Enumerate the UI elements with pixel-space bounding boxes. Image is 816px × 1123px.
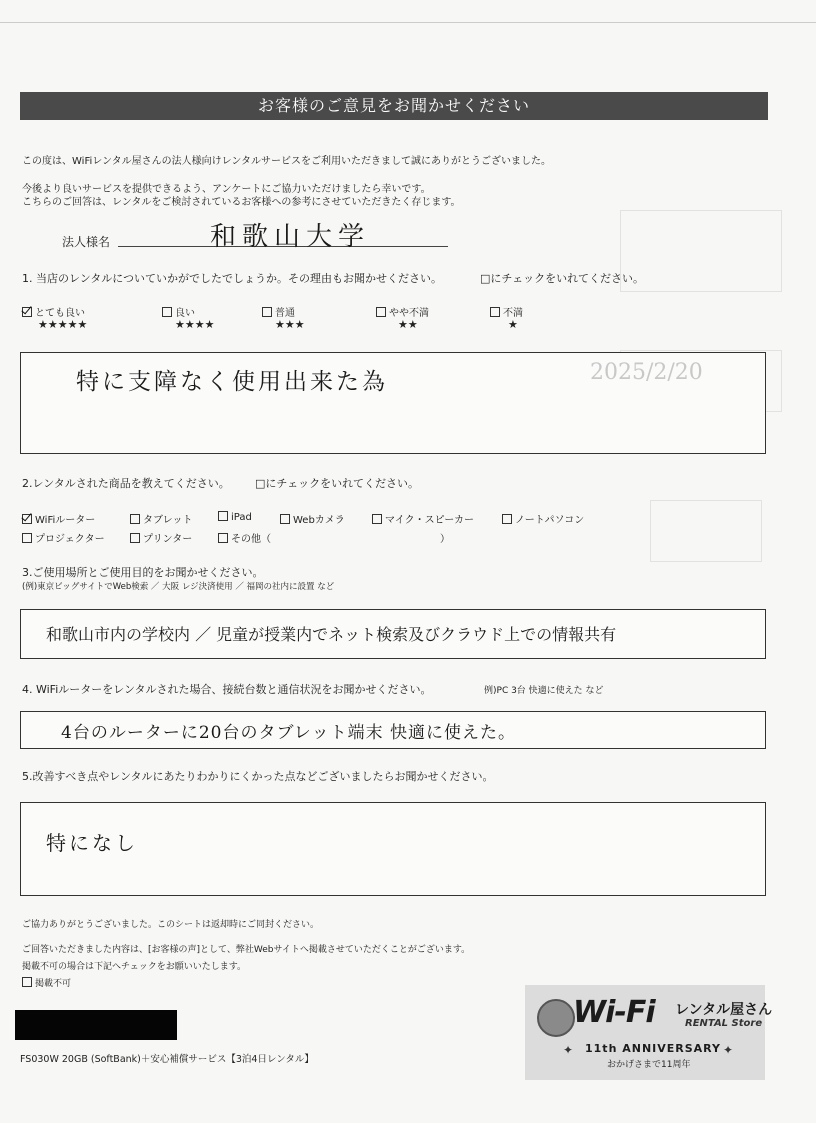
no-publish-option[interactable] — [22, 976, 71, 989]
product-info: FS030W 20GB (SoftBank)＋安心補償サービス【3泊4日レンタル】 — [20, 1054, 314, 1065]
q4-question: 4. WiFiルーターをレンタルされた場合、接続台数と通信状況をお聞かせください。 — [22, 683, 432, 696]
q1-answer-text: 特に支障なく使用出来た為 — [76, 369, 388, 395]
logo-sub: RENTAL Store — [685, 1018, 763, 1029]
footer-thanks: ご協力ありがとうございました。このシートは返却時にご同封ください。 — [22, 920, 320, 930]
q1-stars-5: ★★★★★ — [38, 318, 88, 331]
checkbox-checked-icon[interactable] — [22, 307, 32, 317]
q5-answer-box[interactable] — [20, 802, 766, 896]
q2-question: 2.レンタルされた商品を教えてください。 — [22, 477, 230, 490]
q3-answer-box[interactable] — [20, 609, 766, 659]
q1-option-dissatisfied[interactable] — [490, 304, 523, 319]
q2-option-laptop[interactable] — [502, 511, 584, 526]
q1-question: 1. 当店のレンタルについていかがでしたでしょうか。その理由もお聞かせください。 — [22, 272, 443, 285]
intro-line-2: 今後より良いサービスを提供できるよう、アンケートにご協力いただけましたら幸いです。 — [22, 184, 431, 195]
checkbox-icon[interactable] — [130, 514, 140, 524]
checkbox-icon[interactable] — [490, 307, 500, 317]
q3-answer-text: 和歌山市内の学校内 ／ 児童が授業内でネット検索及びクラウド上での情報共有 — [46, 625, 617, 644]
logo-brand: Wi-Fi — [573, 995, 655, 1030]
checkbox-icon[interactable] — [262, 307, 272, 317]
q2-option-label: WiFiルーター — [35, 515, 96, 526]
q2-option-tablet[interactable] — [130, 511, 193, 526]
q1-stars-4: ★★★★ — [175, 318, 215, 331]
q2-option-label: その他（ — [231, 534, 271, 545]
q4-answer-box[interactable] — [20, 711, 766, 749]
logo-thanks: おかげさまで11周年 — [607, 1060, 691, 1070]
bleed-box — [620, 210, 782, 292]
q2-option-projector[interactable] — [22, 530, 105, 545]
checkbox-icon[interactable] — [162, 307, 172, 317]
footer-publish-line-2: 掲載不可の場合は下記へチェックをお願いいたします。 — [22, 962, 247, 972]
q1-option-label: 良い — [175, 308, 195, 319]
q2-option-label: ノートパソコン — [515, 515, 585, 526]
q2-option-label: マイク・スピーカー — [385, 515, 474, 526]
sparkle-icon: ✦ — [563, 1043, 574, 1057]
top-rule — [0, 22, 816, 23]
footer-publish-line-1: ご回答いただきました内容は、[お客様の声]として、弊社Webサイトへ掲載させていただくことがございます。 — [22, 945, 471, 955]
page-title: お客様のご意見をお聞かせください — [20, 92, 768, 120]
checkbox-icon[interactable] — [376, 307, 386, 317]
q2-option-label: タブレット — [143, 515, 193, 526]
q1-option-label: とても良い — [35, 308, 85, 319]
checkbox-icon[interactable] — [130, 533, 140, 543]
q2-option-ipad[interactable] — [218, 511, 252, 523]
checkbox-icon[interactable] — [218, 511, 228, 521]
redacted-block — [15, 1010, 177, 1040]
q2-option-wifi-router[interactable] — [22, 511, 95, 526]
intro-line-3: こちらのご回答は、レンタルをご検討されているお客様への参考にさせていただきたく存じます。 — [22, 197, 461, 208]
q1-option-good[interactable] — [162, 304, 195, 319]
logo-anniversary: 11th ANNIVERSARY — [585, 1042, 722, 1055]
checkbox-icon[interactable] — [372, 514, 382, 524]
q2-other-close: ） — [440, 534, 450, 545]
q1-option-label: 不満 — [503, 308, 523, 319]
q3-example: (例)東京ビッグサイトでWeb検索 ／ 大阪 レジ決済使用 ／ 福岡の社内に設置 など — [22, 582, 335, 592]
q2-option-label: Webカメラ — [293, 515, 345, 526]
no-publish-label: 掲載不可 — [35, 979, 72, 989]
checkbox-icon[interactable] — [218, 533, 228, 543]
q1-option-label: 普通 — [275, 308, 295, 319]
corporate-label: 法人様名 — [62, 235, 111, 249]
q5-answer-text: 特になし — [46, 831, 138, 855]
q1-option-normal[interactable] — [262, 304, 295, 319]
q5-question: 5.改善すべき点やレンタルにあたりわかりにくかった点などございましたらお聞かせください。 — [22, 770, 494, 783]
brand-logo — [525, 985, 773, 1080]
q2-option-printer[interactable] — [130, 530, 192, 545]
q2-option-label: iPad — [231, 512, 252, 523]
q2-option-mic-speaker[interactable] — [372, 511, 474, 526]
q2-option-other[interactable] — [218, 530, 271, 545]
q1-option-label: やや不満 — [389, 308, 429, 319]
logo-name: レンタル屋さん — [675, 1002, 773, 1018]
q1-stars-3: ★★★ — [275, 318, 305, 331]
sparkle-icon: ✦ — [723, 1043, 734, 1057]
mascot-icon — [537, 999, 575, 1037]
intro-line-1: この度は、WiFiレンタル屋さんの法人様向けレンタルサービスをご利用いただきまして誠にありがとうございました。 — [22, 156, 551, 167]
bleed-through-date: 2025/2/20 — [590, 360, 703, 385]
q2-note: □にチェックをいれてください。 — [255, 477, 420, 490]
checkbox-icon[interactable] — [22, 533, 32, 543]
q2-option-label: プリンター — [143, 534, 193, 545]
corporate-name-field[interactable]: 和歌山大学 — [210, 222, 371, 252]
checkbox-icon[interactable] — [22, 977, 32, 987]
q1-option-somewhat-dissatisfied[interactable] — [376, 304, 429, 319]
q4-answer-text: 4台のルーターに20台のタブレット端末 快適に使えた。 — [61, 723, 517, 743]
q1-option-very-good[interactable] — [22, 304, 85, 319]
checkbox-icon[interactable] — [502, 514, 512, 524]
q1-stars-2: ★★ — [398, 318, 418, 331]
q1-note: □にチェックをいれてください。 — [480, 272, 645, 285]
q3-question: 3.ご使用場所とご使用目的をお聞かせください。 — [22, 566, 264, 579]
checkbox-checked-icon[interactable] — [22, 514, 32, 524]
q2-option-label: プロジェクター — [35, 534, 105, 545]
bleed-box — [650, 500, 762, 562]
checkbox-icon[interactable] — [280, 514, 290, 524]
q1-stars-1: ★ — [508, 318, 518, 331]
q4-example: 例)PC 3台 快適に使えた など — [484, 686, 604, 696]
q2-option-webcam[interactable] — [280, 511, 345, 526]
